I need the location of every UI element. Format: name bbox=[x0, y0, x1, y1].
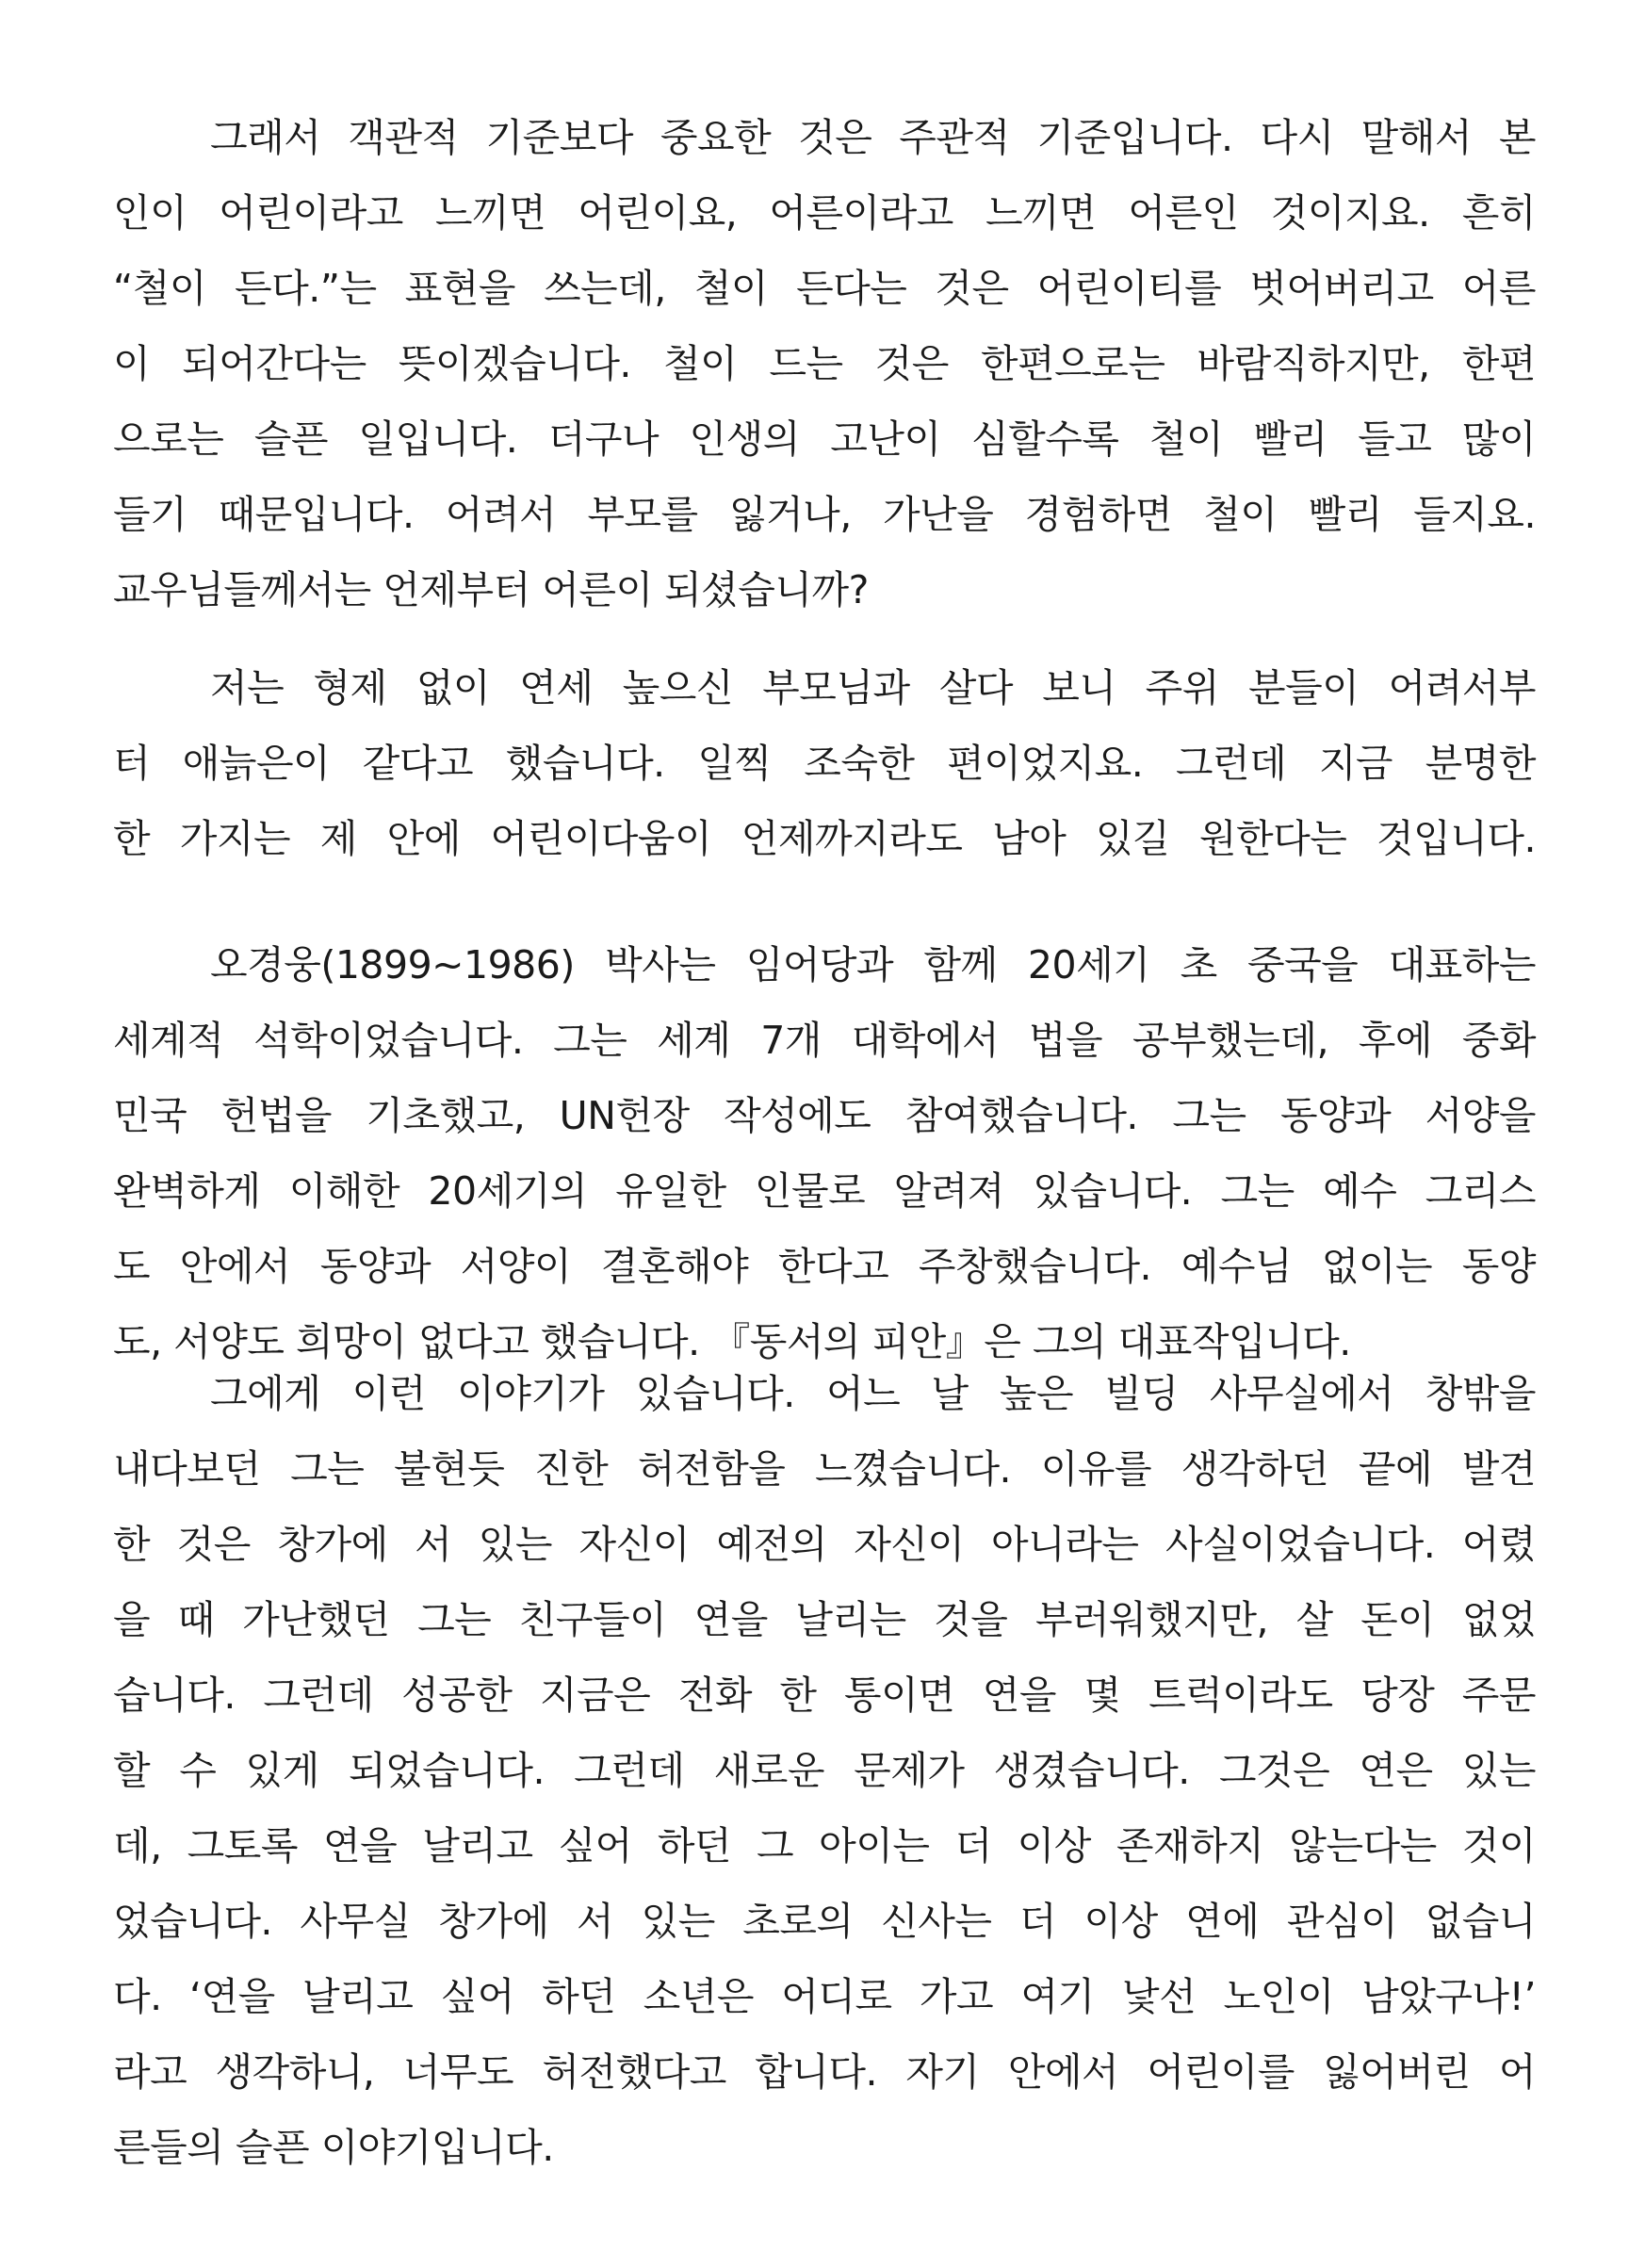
text-line: 그래서 객관적 기준보다 중요한 것은 주관적 기준입니다. 다시 말해서 본 bbox=[210, 115, 1536, 160]
text-line: 세계적 석학이었습니다. 그는 세계 7개 대학에서 법을 공부했는데, 후에 중화 bbox=[113, 1018, 1536, 1063]
text-line: 내다보던 그는 불현듯 진한 허전함을 느꼈습니다. 이유를 생각하던 끝에 발견 bbox=[113, 1446, 1536, 1492]
text-line: 습니다. 그런데 성공한 지금은 전화 한 통이면 연을 몇 트럭이라도 당장 주문 bbox=[113, 1672, 1536, 1718]
text-line: 들기 때문입니다. 어려서 부모를 잃거나, 가난을 경험하면 철이 빨리 들지요. bbox=[113, 492, 1536, 537]
text-line: 그에게 이런 이야기가 있습니다. 어느 날 높은 빌딩 사무실에서 창밖을 bbox=[210, 1371, 1536, 1416]
text-line: 도 안에서 동양과 서양이 결혼해야 한다고 주창했습니다. 예수님 없이는 동양 bbox=[113, 1244, 1536, 1289]
text-line: 한 것은 창가에 서 있는 자신이 예전의 자신이 아니라는 사실이었습니다. 어렸 bbox=[113, 1522, 1536, 1567]
text-line: 오경웅(1899~1986) 박사는 임어당과 함께 20세기 초 중국을 대표하는 bbox=[210, 942, 1536, 987]
text-line: 을 때 가난했던 그는 친구들이 연을 날리는 것을 부러워했지만, 살 돈이 없었 bbox=[113, 1597, 1536, 1642]
text-line: 다. ‘연을 날리고 싶어 하던 소년은 어디로 가고 여기 낯선 노인이 남았구나!’ bbox=[113, 1974, 1536, 2019]
text-line: 한 가지는 제 안에 어린이다움이 언제까지라도 남아 있길 원한다는 것입니다. bbox=[113, 816, 1536, 861]
paragraph-1 bbox=[113, 100, 1536, 628]
text-line: 저는 형제 없이 연세 높으신 부모님과 살다 보니 주위 분들이 어려서부 bbox=[210, 665, 1536, 710]
text-line: “철이 든다.”는 표현을 쓰는데, 철이 든다는 것은 어린이티를 벗어버리고 어른 bbox=[113, 266, 1536, 311]
text-line: 이 되어간다는 뜻이겠습니다. 철이 드는 것은 한편으로는 바람직하지만, 한편 bbox=[113, 341, 1536, 386]
text-line: 으로는 슬픈 일입니다. 더구나 인생의 고난이 심할수록 철이 빨리 들고 많이 bbox=[113, 416, 1536, 462]
text-line: 었습니다. 사무실 창가에 서 있는 초로의 신사는 더 이상 연에 관심이 없습니 bbox=[113, 1899, 1536, 1944]
text-line: 민국 헌법을 기초했고, UN헌장 작성에도 참여했습니다. 그는 동양과 서양을 bbox=[113, 1093, 1536, 1138]
text-line: 터 애늙은이 같다고 했습니다. 일찍 조숙한 편이었지요. 그런데 지금 분명한 bbox=[113, 741, 1536, 786]
text-line: 라고 생각하니, 너무도 허전했다고 합니다. 자기 안에서 어린이를 잃어버린 어 bbox=[113, 2049, 1536, 2095]
text-line: 도, 서양도 희망이 없다고 했습니다. 『동서의 피안』은 그의 대표작입니다. bbox=[113, 1319, 1351, 1364]
text-line: 데, 그토록 연을 날리고 싶어 하던 그 아이는 더 이상 존재하지 않는다는 것이 bbox=[113, 1823, 1536, 1868]
paragraph-4 bbox=[113, 1356, 1536, 2185]
text-line: 완벽하게 이해한 20세기의 유일한 인물로 알려져 있습니다. 그는 예수 그리스 bbox=[113, 1168, 1536, 1214]
text-line: 른들의 슬픈 이야기입니다. bbox=[113, 2125, 554, 2170]
paragraph-3 bbox=[113, 927, 1536, 1379]
text-line: 할 수 있게 되었습니다. 그런데 새로운 문제가 생겼습니다. 그것은 연은 있는 bbox=[113, 1748, 1536, 1793]
text-line: 인이 어린이라고 느끼면 어린이요, 어른이라고 느끼면 어른인 것이지요. 흔히 bbox=[113, 190, 1536, 236]
paragraph-2 bbox=[113, 650, 1536, 876]
text-line: 교우님들께서는 언제부터 어른이 되셨습니까? bbox=[113, 567, 869, 612]
